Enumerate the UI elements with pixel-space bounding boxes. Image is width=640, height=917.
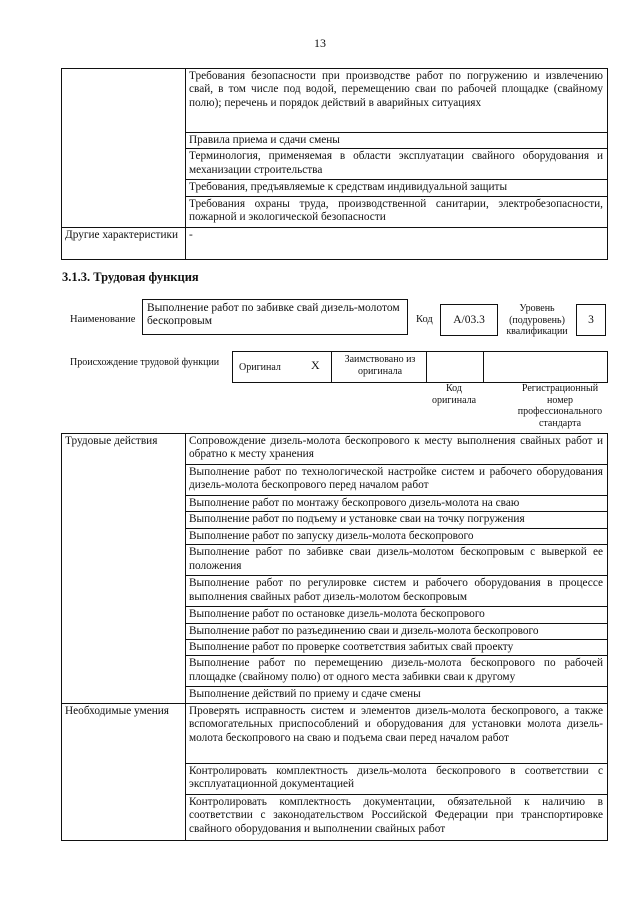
level-value-box: 3 [576, 304, 606, 336]
level-label: Уровень (подуровень) квалификации [506, 303, 568, 337]
action-item: Выполнение работ по монтажу бескопрового дизель-молота на сваю [186, 496, 608, 512]
knowledge-item: Требования, предъявляемые к средствам индивидуальной защиты [186, 180, 608, 196]
action-item: Сопровождение дизель-молота бескопрового к месту выполнения свайных работ и обратно к месту хранения [186, 434, 608, 465]
actions-label: Трудовые действия [62, 434, 186, 704]
origin-divider [331, 352, 332, 382]
knowledge-table [61, 68, 608, 260]
skill-item: Контролировать комплектность дизель-молота бескопрового в соответствии с эксплуатационной документацией [186, 763, 608, 794]
knowledge-item: Требования безопасности при производстве работ по погружению и извлечению свай, в том числе под водой, перемещению сваи по рабочей площадке (свайному полю); перечень и порядок действий в аварийных ситуациях [186, 69, 608, 133]
action-item: Выполнение работ по технологической настройке систем и рабочего оборудования дизель-молота бескопрового перед началом работ [186, 465, 608, 496]
action-item: Выполнение работ по подъему и установке сваи на точку погружения [186, 512, 608, 528]
knowledge-item: Терминология, применяемая в области эксплуатации свайного оборудования и механизации строительства [186, 149, 608, 180]
origin-divider [426, 352, 427, 382]
action-item: Выполнение работ по регулировке систем и рабочего оборудования в процессе выполнения свайных работ дизель-молотом бескопровым [186, 576, 608, 607]
action-item: Выполнение работ по проверке соответствия забитых свай проекту [186, 640, 608, 656]
action-item: Выполнение работ по запуску дизель-молота бескопрового [186, 528, 608, 544]
knowledge-item: Правила приема и сдачи смены [186, 133, 608, 149]
origin-divider [483, 352, 484, 382]
action-item: Выполнение действий по приему и сдаче смены [186, 687, 608, 703]
original-label: Оригинал [239, 362, 281, 373]
borrowed-label: Заимствовано из оригинала [344, 354, 416, 377]
other-characteristics-label: Другие характеристики [62, 227, 186, 259]
original-mark: X [311, 358, 320, 372]
page-number: 13 [314, 36, 326, 50]
skills-label: Необходимые умения [62, 703, 186, 840]
function-name-box: Выполнение работ по забивке свай дизель-молотом бескопровым [142, 299, 408, 335]
code-original-label: Код оригинала [431, 383, 477, 406]
origin-box [232, 351, 608, 383]
action-item: Выполнение работ по остановке дизель-молота бескопрового [186, 607, 608, 623]
knowledge-label-cell [62, 69, 186, 228]
section-heading: 3.1.3. Трудовая функция [62, 270, 199, 284]
action-item: Выполнение работ по забивке сваи дизель-молотом бескопровым с выверкой ее положения [186, 545, 608, 576]
reg-number-label: Регистрационный номер профессионального стандарта [517, 383, 603, 429]
code-label: Код [416, 314, 433, 325]
origin-label: Происхождение трудовой функции [70, 357, 220, 368]
skill-item: Проверять исправность систем и элементов дизель-молота бескопрового, а также вспомогательных приспособлений и оборудования для установки молота дизель-молота бескопрового на сваю и подъема сваи перед началом работ [186, 703, 608, 763]
action-item: Выполнение работ по перемещению дизель-молота бескопрового по рабочей площадке (свайному полю) от одного места забивки сваи к другому [186, 656, 608, 687]
skill-item: Контролировать комплектность документации, обязательной к наличию в соответствии с законодательством Российской Федерации при транспортировке свайного оборудования и выполнении свайных работ [186, 794, 608, 840]
name-label: Наименование [70, 314, 136, 325]
labor-function-table [61, 433, 608, 841]
code-value-box: А/03.3 [440, 304, 498, 336]
knowledge-item: Требования охраны труда, производственной санитарии, электробезопасности, пожарной и экологической безопасности [186, 196, 608, 227]
other-characteristics-value: - [186, 227, 608, 259]
action-item: Выполнение работ по разъединению сваи и дизель-молота бескопрового [186, 623, 608, 639]
